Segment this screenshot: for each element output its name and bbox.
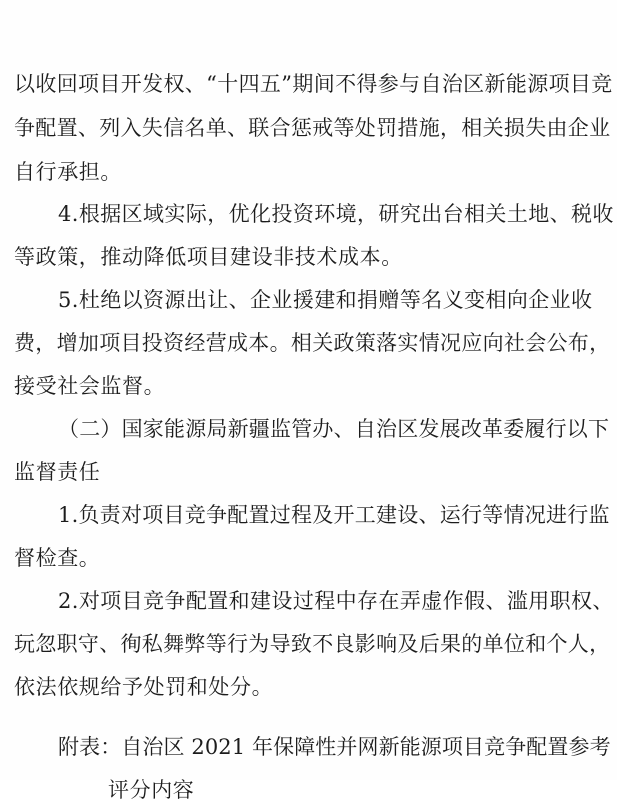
appendix-title-line: 评分内容 bbox=[108, 778, 195, 802]
text-line: 5.杜绝以资源出让、企业援建和捐赠等名义变相向企业收 bbox=[58, 288, 593, 312]
text-line: 依法依规给予处罚和处分。 bbox=[14, 675, 274, 699]
text-line: 督检查。 bbox=[14, 546, 101, 570]
text-line: 等政策，推动降低项目建设非技术成本。 bbox=[14, 245, 403, 269]
text-line: 4.根据区域实际，优化投资环境，研究出台相关土地、税收 bbox=[58, 202, 614, 226]
text-line: 2.对项目竞争配置和建设过程中存在弄虚作假、滥用职权、 bbox=[58, 589, 614, 613]
text-line: 费，增加项目投资经营成本。相关政策落实情况应向社会公布， bbox=[14, 331, 611, 355]
text-line: 接受社会监督。 bbox=[14, 374, 166, 398]
appendix-title-line: 附表：自治区 2021 年保障性并网新能源项目竞争配置参考 bbox=[58, 735, 611, 759]
text-line: 玩忽职守、徇私舞弊等行为导致不良影响及后果的单位和个人， bbox=[14, 632, 611, 656]
text-line: 自行承担。 bbox=[14, 160, 122, 184]
section-heading-line: （二）国家能源局新疆监管办、自治区发展改革委履行以下 bbox=[58, 417, 610, 441]
text-line: 以收回项目开发权、“十四五”期间不得参与自治区新能源项目竞 bbox=[14, 72, 613, 96]
text-line: 争配置、列入失信名单、联合惩戒等处罚措施，相关损失由企业 bbox=[14, 116, 611, 140]
text-line: 1.负责对项目竞争配置过程及开工建设、运行等情况进行监 bbox=[58, 503, 610, 527]
section-heading-line: 监督责任 bbox=[14, 460, 101, 484]
